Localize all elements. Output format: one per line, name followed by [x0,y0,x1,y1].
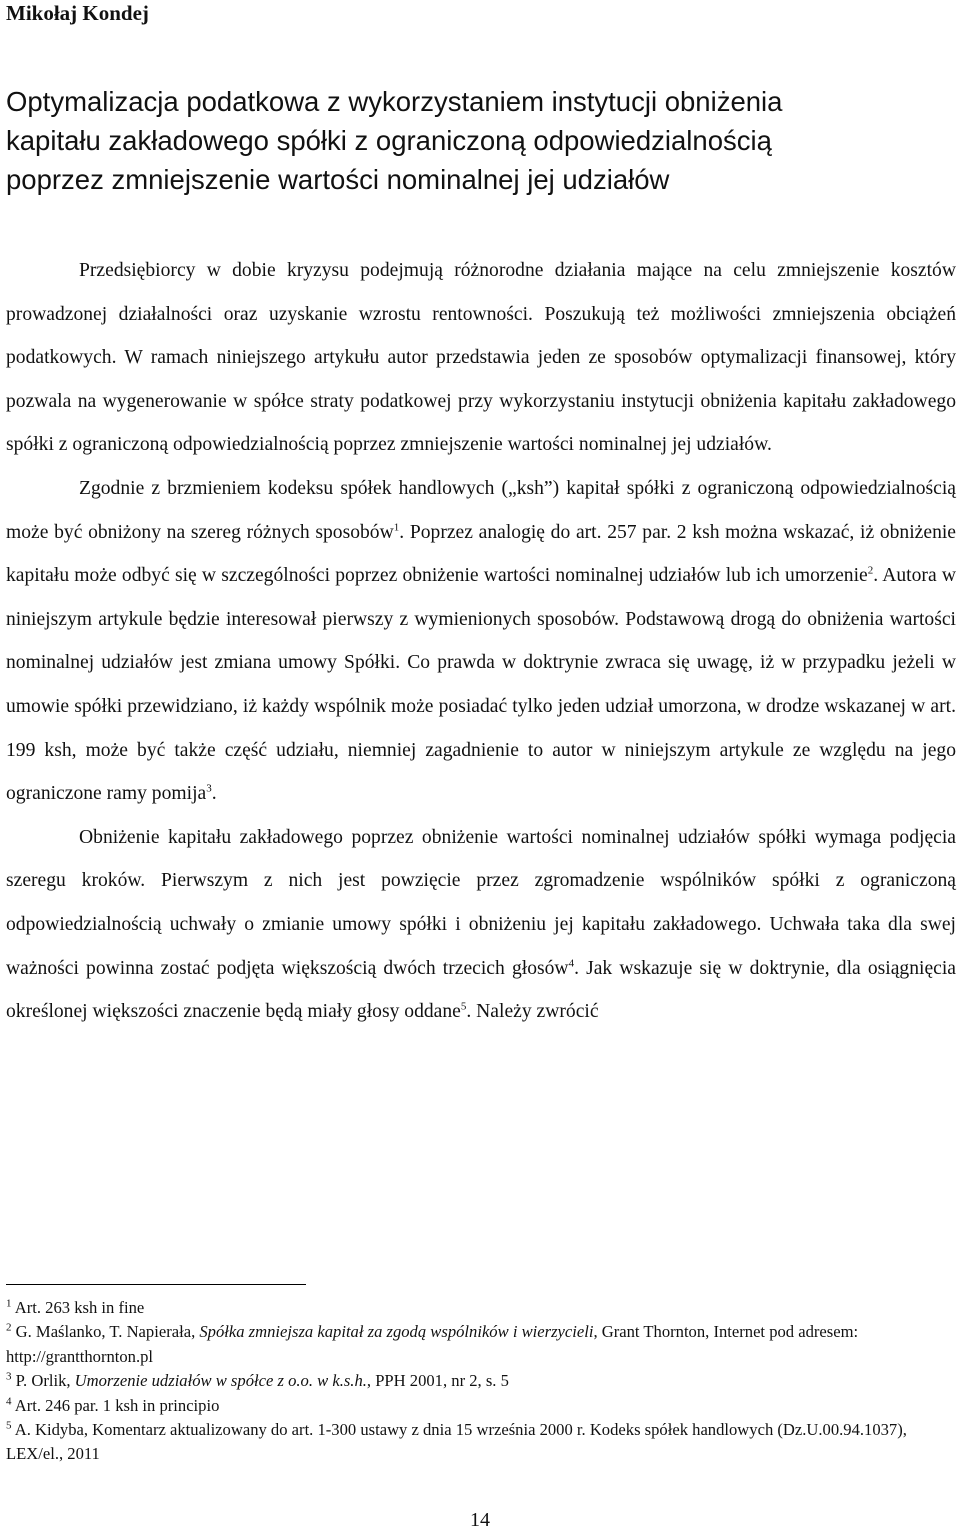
footnote-cited-title: Umorzenie udziałów w spółce z o.o. w k.s.h. [74,1371,367,1391]
paragraph-text: . Poprzez analogię do art. 257 par. 2 ksh można wskazać, iż obniżenie kapitału może odbyć się w szczególności poprzez obniżenie wartości nominalnej udziałów lub ich umorzenie [6,521,957,587]
article-title [6,82,956,199]
paragraph-text: . Jak wskazuje się w doktrynie, dla osiągnięcia określonej większości znaczenie będą miały głosy oddane [6,957,956,1023]
footnote-ref-4[interactable]: 4 [568,956,575,969]
author-name: Mikołaj Kondej [6,1,149,25]
paragraph-text: Obniżenie kapitału zakładowego poprzez obniżenie wartości nominalnej udziałów spółki wymaga podjęcia szeregu kroków. Pierwszym z nich jest powzięcie przez zgromadzenie wspólników spółki z ograniczoną odpowiedzialnością uchwały o zmianie umowy spółki i obniżeniu jej kapitału zakładowego. Uchwała taka dla swej ważności powinna zostać podjęta większością dwóch trzecich głosów [6,826,956,979]
paragraph-text: Zgodnie z brzmieniem kodeksu spółek handlowych („ksh”) kapitał spółki z ograniczoną odpowiedzialnością może być obniżony na szereg różnych sposobów [6,477,956,543]
paragraph-text: . [211,783,217,805]
title-line-1: Optymalizacja podatkowa z wykorzystaniem instytucji obniżenia [6,86,783,117]
footnote-2 [6,1320,956,1369]
footnote-text: A. Kidyba, Komentarz aktualizowany do art. 1-300 ustawy z dnia 15 września 2000 r. Kodeks spółek handlowych (Dz.U.00.94.1037), LEX/el., 2011 [6,1420,907,1464]
paragraph-methods [6,467,956,816]
footnote-ref-5[interactable]: 5 [460,1000,467,1013]
article-body [6,249,956,1034]
footnote-number: 5 [6,1419,12,1432]
footnote-text: P. Orlik, [15,1371,75,1391]
footnote-number: 4 [6,1395,12,1408]
footnotes [6,1296,956,1467]
footnote-cited-title: Spółka zmniejsza kapitał za zgodą wspólników i wierzycieli [199,1322,594,1342]
footnote-text: Art. 263 ksh in fine [14,1298,145,1317]
footnote-ref-2[interactable]: 2 [867,564,874,577]
footnote-number: 1 [6,1297,12,1310]
title-line-2: kapitału zakładowego spółki z ograniczoną odpowiedzialnością [6,125,772,156]
paragraph-text: . Autora w niniejszym artykule będzie interesował pierwszy z wymienionych sposobów. Podstawową drogą do obniżenia wartości nominalnej udziałów jest zmiana umowy Spółki. Co prawda w doktrynie zwraca się uwagę, iż w przypadku jeżeli w umowie spółki przewidziano, iż każdy wspólnik może posiadać tylko jeden udział umorzona, w drodze wskazanej w art. 199 ksh, może być także część udziału, niemniej zagadnienie to autor w niniejszym artykule ze względu na jego ograniczone ramy pomija [6,565,956,805]
paragraph-text: . Należy zwrócić [466,1001,599,1023]
footnote-3 [6,1369,956,1393]
footnote-text: G. Maślanko, T. Napierała, [15,1322,200,1342]
footnote-ref-1[interactable]: 1 [393,521,400,534]
footnote-4 [6,1394,956,1418]
title-line-3: poprzez zmniejszenie wartości nominalnej jej udziałów [6,164,670,195]
footnote-number: 3 [6,1370,12,1383]
footnote-1 [6,1296,956,1320]
paragraph-procedure [6,816,956,1034]
footnote-number: 2 [6,1321,12,1334]
footnote-text: , Grant Thornton, Internet pod adresem: http://grantthornton.pl [6,1322,859,1366]
footnote-5 [6,1418,956,1467]
footnote-text: , PPH 2001, nr 2, s. 5 [366,1371,509,1391]
footnote-text: Art. 246 par. 1 ksh in principio [14,1395,220,1415]
paragraph-intro: Przedsiębiorcy w dobie kryzysu podejmują różnorodne działania mające na celu zmniejszenie kosztów prowadzonej działalności oraz uzyskanie wzrostu rentowności. Poszukują też możliwości zmniejszenia obciążeń podatkowych. W ramach niniejszego artykułu autor przedstawia jeden ze sposobów optymalizacji finansowej, który pozwala na wygenerowanie w spółce straty podatkowej przy wykorzystaniu instytucji obniżenia kapitału zakładowego spółki z ograniczoną odpowiedzialnością poprzez zmniejszenie wartości nominalnej jej udziałów. [6,260,956,456]
page-number: 14 [470,1509,490,1531]
footnote-ref-3[interactable]: 3 [206,782,212,795]
footnote-divider [6,1284,306,1285]
